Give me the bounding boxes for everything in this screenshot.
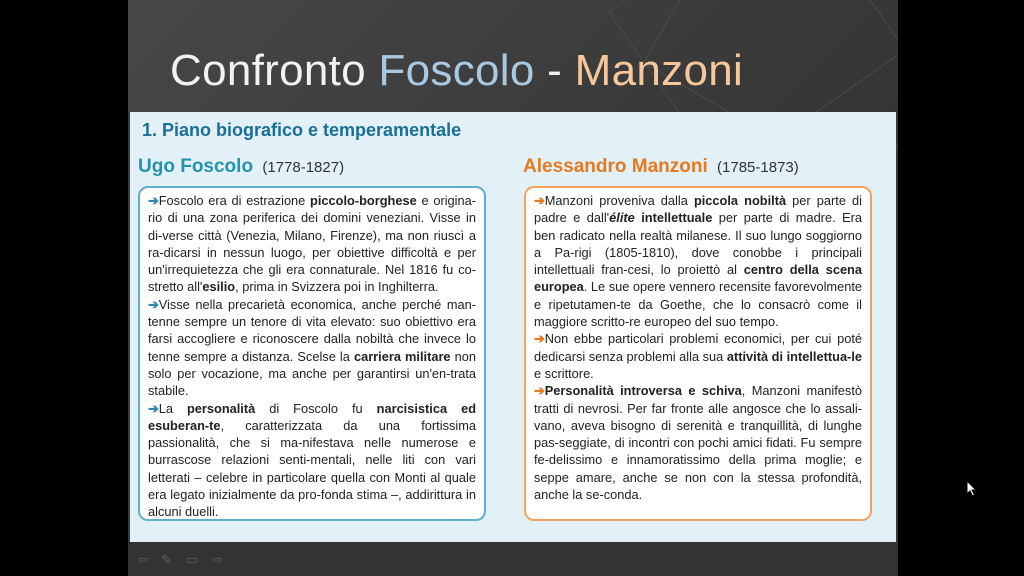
text: e origina-rio di una zona periferica dei domini veneziani. Visse in di-verse città (Venezia, Milano, Firenze), ma non riuscì a ra-dicarsi in nessun luogo, per obiettive difficoltà e per un'irrequietezza che gli era connaturale. Nel 1816 fu co-stretto all' <box>148 193 476 295</box>
section-heading: 1. Piano biografico e temperamentale <box>142 120 462 140</box>
foscolo-dates: (1778-1827) <box>262 159 345 176</box>
bold-text: personalità <box>186 400 256 416</box>
foscolo-paragraph-2 <box>148 296 476 400</box>
text: , caratterizzata da una fortissima passionalità, che si ma-nifestava nelle numerose e burrascose relazioni senti-mentali, nelle liti con vari letterati – celebre in particolare quella con Monti al quale era legato inizialmente da pro-fonda stima –, addirittura in alcuni duelli. <box>148 417 476 520</box>
manzoni-paragraph-2 <box>534 330 862 382</box>
text: per parte di padre e dall' <box>534 193 863 226</box>
text: Foscolo era di estrazione <box>158 193 311 208</box>
foscolo-paragraph-3 <box>148 400 476 521</box>
slide <box>128 0 898 576</box>
bold-text: Personalità introversa e schiva <box>544 383 742 399</box>
bold-text: attività di intellettua-le <box>726 348 862 364</box>
arrow-icon: ➔ <box>148 193 159 208</box>
text: non solo per vocazione, ma anche per garantirsi un'en-trata stabile. <box>148 348 476 399</box>
text: , Manzoni manifestò tratti di nevrosi. Per far fronte alle angosce che lo assali-vano, aveva bisogno di serenità e tranquillità, di lunghe pas-seggiate, di incontri con pochi amici fidati. Fu sempre fe-delissimo e innamoratissimo della prima moglie; e seppe amare, anche se non con la stessa profondità, anche la se-conda. <box>534 383 862 503</box>
title-manzoni: Manzoni <box>574 46 744 95</box>
bold-text: narcisistica ed esuberan-te <box>148 400 477 433</box>
previous-slide-icon[interactable]: ⇦ <box>138 552 149 567</box>
bold-text: piccola nobiltà <box>693 193 787 208</box>
arrow-icon: ➔ <box>534 193 545 208</box>
text: La <box>158 400 187 416</box>
slideshow-control-bar <box>128 542 898 576</box>
arrow-icon: ➔ <box>148 296 159 312</box>
content-image <box>130 112 896 542</box>
text: Manzoni proveniva dalla <box>544 193 694 208</box>
title-main: Confronto <box>170 46 379 95</box>
next-slide-icon[interactable]: ⇨ <box>212 552 223 567</box>
manzoni-heading <box>523 156 799 178</box>
bold-text: intellettuale <box>634 210 713 226</box>
manzoni-card <box>524 186 872 521</box>
manzoni-paragraph-3 <box>534 382 862 503</box>
bold-text: piccolo-borghese <box>310 193 417 208</box>
bold-text: esilio <box>202 279 236 295</box>
text: Non ebbe particolari problemi economici, per cui poté dedicarsi senza problemi alla sua <box>534 331 862 364</box>
foscolo-paragraph-1 <box>148 192 476 296</box>
text: e scrittore. <box>534 365 594 381</box>
text: Visse nella precarietà economica, anche perché man-tenne sempre un tenore di vita elevato: suo obiettivo era farsi accogliere e riconoscere dalla nobiltà che invece lo tenne sempre a distanza. Scelse la <box>148 296 476 364</box>
foscolo-name: Ugo Foscolo <box>138 156 254 177</box>
bold-italic-text: élite <box>609 210 635 226</box>
text: per parte di madre. Era ben radicato nella realtà milanese. Il suo lungo soggiorno a Pa-rigi (1805-1810), dove conobbe i principali intellettuali fran-cesi, lo proiettò al <box>534 210 862 278</box>
text: . Le sue opere vennero recensite favorevolmente e ripetutamen-te da Goethe, che lo consacrò come il maggiore scritto-re europeo del suo tempo. <box>534 279 862 330</box>
title-dash: - <box>534 46 575 95</box>
title-foscolo: Foscolo <box>378 46 535 95</box>
bold-text: carriera militare <box>353 348 451 364</box>
foscolo-card <box>138 186 486 521</box>
manzoni-dates: (1785-1873) <box>717 159 799 176</box>
mouse-cursor-icon <box>966 480 978 502</box>
slide-title <box>170 46 743 96</box>
arrow-icon: ➔ <box>534 331 545 347</box>
arrow-icon: ➔ <box>534 383 545 399</box>
foscolo-heading <box>138 156 344 178</box>
bold-text: centro della scena europea <box>534 262 862 295</box>
arrow-icon: ➔ <box>148 400 159 416</box>
slide-menu-icon[interactable]: ▭ <box>186 552 199 567</box>
text: , prima in Svizzera poi in Inghilterra. <box>235 279 439 295</box>
pen-icon[interactable]: ✎ <box>161 552 172 567</box>
manzoni-name: Alessandro Manzoni <box>523 156 708 177</box>
manzoni-paragraph-1 <box>534 192 862 330</box>
text: di Foscolo fu <box>255 400 377 416</box>
